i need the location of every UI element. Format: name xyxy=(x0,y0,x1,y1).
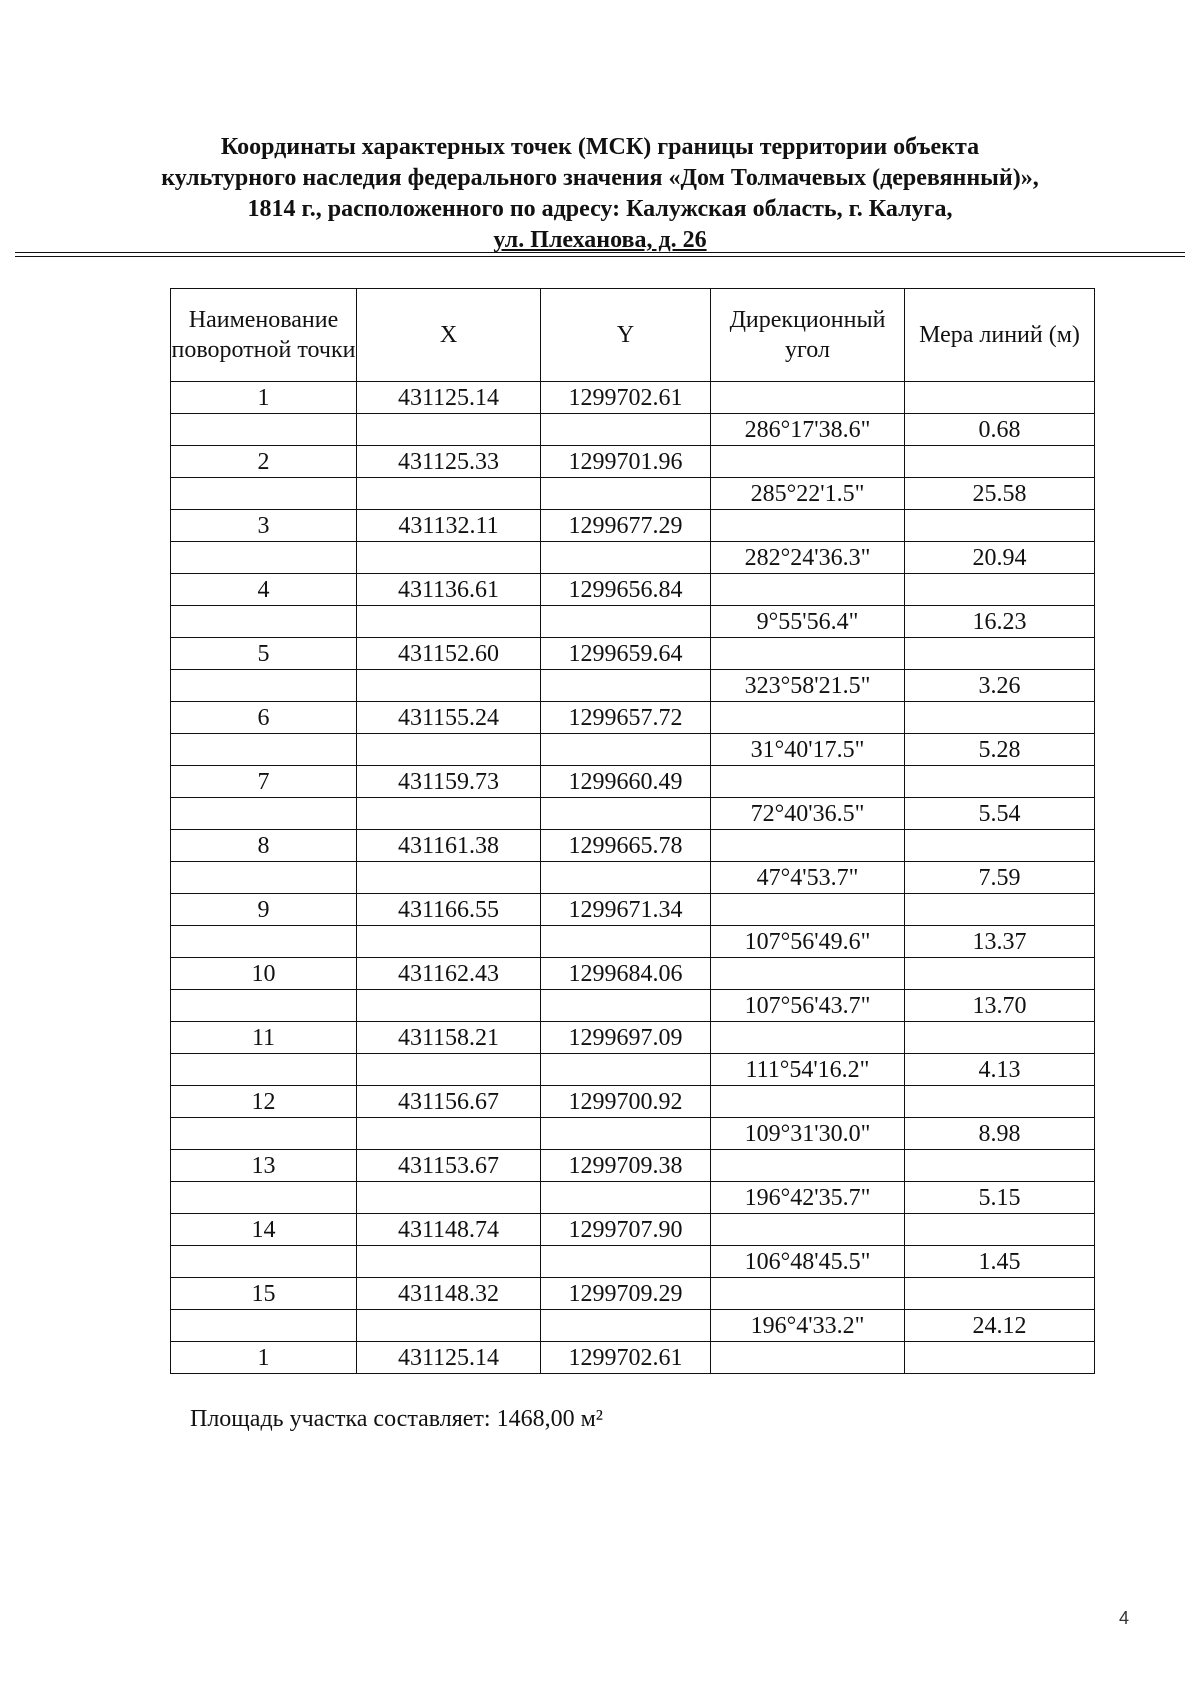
cell-y xyxy=(541,1310,711,1342)
title-divider-bottom xyxy=(15,256,1185,257)
cell-x xyxy=(357,1054,541,1086)
cell-x xyxy=(357,926,541,958)
cell-angle: 72°40'36.5" xyxy=(711,798,905,830)
cell-length xyxy=(905,1022,1095,1054)
cell-length: 0.68 xyxy=(905,414,1095,446)
table-row xyxy=(171,510,1095,542)
cell-x xyxy=(357,414,541,446)
cell-x: 431148.32 xyxy=(357,1278,541,1310)
cell-x xyxy=(357,1310,541,1342)
cell-point xyxy=(171,1246,357,1278)
cell-x xyxy=(357,478,541,510)
cell-x: 431148.74 xyxy=(357,1214,541,1246)
cell-x xyxy=(357,798,541,830)
cell-length: 13.37 xyxy=(905,926,1095,958)
cell-y: 1299657.72 xyxy=(541,702,711,734)
table-row xyxy=(171,894,1095,926)
header-point: Наименование поворотной точки xyxy=(171,289,357,382)
table-row xyxy=(171,926,1095,958)
cell-angle xyxy=(711,1342,905,1374)
cell-angle: 107°56'43.7" xyxy=(711,990,905,1022)
cell-x xyxy=(357,990,541,1022)
cell-x: 431156.67 xyxy=(357,1086,541,1118)
cell-angle xyxy=(711,446,905,478)
cell-angle: 111°54'16.2" xyxy=(711,1054,905,1086)
cell-point xyxy=(171,542,357,574)
cell-x: 431152.60 xyxy=(357,638,541,670)
cell-x: 431155.24 xyxy=(357,702,541,734)
table-row xyxy=(171,734,1095,766)
cell-y xyxy=(541,478,711,510)
table-row xyxy=(171,478,1095,510)
cell-length: 4.13 xyxy=(905,1054,1095,1086)
header-angle: Дирекционный угол xyxy=(711,289,905,382)
cell-length xyxy=(905,1150,1095,1182)
table-row xyxy=(171,958,1095,990)
area-summary: Площадь участка составляет: 1468,00 м² xyxy=(190,1406,603,1432)
title-line-4: ул. Плеханова, д. 26 xyxy=(493,227,707,253)
cell-length: 8.98 xyxy=(905,1118,1095,1150)
cell-length: 5.28 xyxy=(905,734,1095,766)
cell-point xyxy=(171,1054,357,1086)
cell-y xyxy=(541,1054,711,1086)
cell-y: 1299677.29 xyxy=(541,510,711,542)
cell-length xyxy=(905,894,1095,926)
table-row xyxy=(171,1118,1095,1150)
cell-x xyxy=(357,1182,541,1214)
title-line-2: культурного наследия федерального значения «Дом Толмачевых (деревянный)», xyxy=(161,165,1039,191)
table-row xyxy=(171,862,1095,894)
cell-angle xyxy=(711,638,905,670)
cell-point: 7 xyxy=(171,766,357,798)
cell-length xyxy=(905,382,1095,414)
cell-length xyxy=(905,766,1095,798)
cell-angle: 47°4'53.7" xyxy=(711,862,905,894)
cell-y: 1299656.84 xyxy=(541,574,711,606)
cell-point: 4 xyxy=(171,574,357,606)
cell-point: 5 xyxy=(171,638,357,670)
title-divider-top xyxy=(15,252,1185,253)
cell-y: 1299701.96 xyxy=(541,446,711,478)
cell-angle: 286°17'38.6" xyxy=(711,414,905,446)
cell-y xyxy=(541,990,711,1022)
table-row xyxy=(171,830,1095,862)
cell-x: 431136.61 xyxy=(357,574,541,606)
cell-angle xyxy=(711,574,905,606)
document-title xyxy=(100,132,1100,256)
cell-point xyxy=(171,798,357,830)
table-body xyxy=(171,382,1095,1374)
cell-angle: 282°24'36.3" xyxy=(711,542,905,574)
cell-y xyxy=(541,1246,711,1278)
cell-y xyxy=(541,606,711,638)
cell-length xyxy=(905,446,1095,478)
table-row xyxy=(171,670,1095,702)
cell-angle xyxy=(711,382,905,414)
cell-point: 13 xyxy=(171,1150,357,1182)
cell-angle: 323°58'21.5" xyxy=(711,670,905,702)
cell-length xyxy=(905,574,1095,606)
cell-y: 1299684.06 xyxy=(541,958,711,990)
cell-point xyxy=(171,414,357,446)
cell-x: 431125.14 xyxy=(357,1342,541,1374)
cell-x: 431161.38 xyxy=(357,830,541,862)
cell-length: 1.45 xyxy=(905,1246,1095,1278)
cell-length xyxy=(905,510,1095,542)
cell-point: 14 xyxy=(171,1214,357,1246)
cell-point xyxy=(171,606,357,638)
cell-length xyxy=(905,1342,1095,1374)
cell-y xyxy=(541,734,711,766)
cell-point: 2 xyxy=(171,446,357,478)
cell-x: 431166.55 xyxy=(357,894,541,926)
cell-length xyxy=(905,1214,1095,1246)
cell-length: 20.94 xyxy=(905,542,1095,574)
table-row xyxy=(171,1342,1095,1374)
cell-point xyxy=(171,670,357,702)
cell-point: 6 xyxy=(171,702,357,734)
header-length: Мера линий (м) xyxy=(905,289,1095,382)
header-y: Y xyxy=(541,289,711,382)
page-number: 4 xyxy=(1119,1608,1130,1628)
table-row xyxy=(171,990,1095,1022)
table-row xyxy=(171,1246,1095,1278)
cell-y xyxy=(541,862,711,894)
cell-angle xyxy=(711,1214,905,1246)
cell-y: 1299709.29 xyxy=(541,1278,711,1310)
cell-y: 1299659.64 xyxy=(541,638,711,670)
cell-angle xyxy=(711,1278,905,1310)
table-header-row xyxy=(171,289,1095,382)
cell-angle xyxy=(711,1022,905,1054)
cell-length: 7.59 xyxy=(905,862,1095,894)
table-row xyxy=(171,542,1095,574)
table-row xyxy=(171,798,1095,830)
cell-point: 11 xyxy=(171,1022,357,1054)
cell-x: 431162.43 xyxy=(357,958,541,990)
cell-length xyxy=(905,1086,1095,1118)
cell-angle: 196°4'33.2" xyxy=(711,1310,905,1342)
cell-point: 12 xyxy=(171,1086,357,1118)
table-row xyxy=(171,1310,1095,1342)
cell-x: 431132.11 xyxy=(357,510,541,542)
cell-angle: 196°42'35.7" xyxy=(711,1182,905,1214)
cell-length: 25.58 xyxy=(905,478,1095,510)
cell-point: 15 xyxy=(171,1278,357,1310)
cell-length xyxy=(905,702,1095,734)
cell-point: 10 xyxy=(171,958,357,990)
table-row xyxy=(171,638,1095,670)
table-row xyxy=(171,414,1095,446)
cell-point: 1 xyxy=(171,1342,357,1374)
cell-length: 24.12 xyxy=(905,1310,1095,1342)
cell-y: 1299709.38 xyxy=(541,1150,711,1182)
cell-x xyxy=(357,734,541,766)
cell-point xyxy=(171,1118,357,1150)
cell-x xyxy=(357,542,541,574)
cell-point xyxy=(171,1310,357,1342)
table-row xyxy=(171,606,1095,638)
table-row xyxy=(171,1022,1095,1054)
cell-angle xyxy=(711,830,905,862)
cell-point xyxy=(171,862,357,894)
cell-point: 9 xyxy=(171,894,357,926)
cell-angle xyxy=(711,958,905,990)
cell-y xyxy=(541,670,711,702)
cell-x: 431159.73 xyxy=(357,766,541,798)
cell-x xyxy=(357,862,541,894)
table-row xyxy=(171,766,1095,798)
cell-y: 1299671.34 xyxy=(541,894,711,926)
cell-y xyxy=(541,926,711,958)
table-row xyxy=(171,1214,1095,1246)
table-row xyxy=(171,574,1095,606)
cell-x: 431153.67 xyxy=(357,1150,541,1182)
cell-angle: 106°48'45.5" xyxy=(711,1246,905,1278)
cell-length: 3.26 xyxy=(905,670,1095,702)
cell-y xyxy=(541,798,711,830)
table-row xyxy=(171,1150,1095,1182)
table-row xyxy=(171,702,1095,734)
cell-x: 431158.21 xyxy=(357,1022,541,1054)
title-line-3: 1814 г., расположенного по адресу: Калужская область, г. Калуга, xyxy=(247,196,953,222)
cell-point xyxy=(171,734,357,766)
cell-point: 3 xyxy=(171,510,357,542)
cell-y xyxy=(541,414,711,446)
cell-angle xyxy=(711,894,905,926)
cell-point xyxy=(171,926,357,958)
cell-y: 1299702.61 xyxy=(541,382,711,414)
cell-length xyxy=(905,958,1095,990)
cell-angle: 31°40'17.5" xyxy=(711,734,905,766)
cell-y: 1299700.92 xyxy=(541,1086,711,1118)
cell-angle xyxy=(711,1086,905,1118)
cell-length: 13.70 xyxy=(905,990,1095,1022)
table-row xyxy=(171,1182,1095,1214)
cell-length xyxy=(905,830,1095,862)
cell-length: 5.54 xyxy=(905,798,1095,830)
cell-angle xyxy=(711,702,905,734)
cell-point xyxy=(171,1182,357,1214)
table-row xyxy=(171,1278,1095,1310)
cell-y: 1299665.78 xyxy=(541,830,711,862)
cell-x xyxy=(357,606,541,638)
cell-x xyxy=(357,670,541,702)
cell-y xyxy=(541,1182,711,1214)
cell-length xyxy=(905,1278,1095,1310)
cell-angle: 109°31'30.0" xyxy=(711,1118,905,1150)
cell-point: 8 xyxy=(171,830,357,862)
coordinates-table xyxy=(170,288,1095,1374)
cell-y xyxy=(541,1118,711,1150)
cell-point: 1 xyxy=(171,382,357,414)
cell-y: 1299660.49 xyxy=(541,766,711,798)
cell-length: 5.15 xyxy=(905,1182,1095,1214)
cell-y: 1299707.90 xyxy=(541,1214,711,1246)
cell-y: 1299702.61 xyxy=(541,1342,711,1374)
cell-length xyxy=(905,638,1095,670)
table-row xyxy=(171,1054,1095,1086)
cell-x xyxy=(357,1246,541,1278)
cell-angle: 285°22'1.5" xyxy=(711,478,905,510)
cell-point xyxy=(171,478,357,510)
cell-y xyxy=(541,542,711,574)
cell-x xyxy=(357,1118,541,1150)
table-row xyxy=(171,1086,1095,1118)
table-row xyxy=(171,446,1095,478)
title-line-1: Координаты характерных точек (МСК) границы территории объекта xyxy=(220,134,980,160)
cell-angle xyxy=(711,510,905,542)
cell-length: 16.23 xyxy=(905,606,1095,638)
cell-angle: 107°56'49.6" xyxy=(711,926,905,958)
cell-angle: 9°55'56.4" xyxy=(711,606,905,638)
table-row xyxy=(171,382,1095,414)
cell-point xyxy=(171,990,357,1022)
cell-x: 431125.14 xyxy=(357,382,541,414)
header-x: X xyxy=(357,289,541,382)
cell-y: 1299697.09 xyxy=(541,1022,711,1054)
cell-angle xyxy=(711,1150,905,1182)
cell-x: 431125.33 xyxy=(357,446,541,478)
cell-angle xyxy=(711,766,905,798)
